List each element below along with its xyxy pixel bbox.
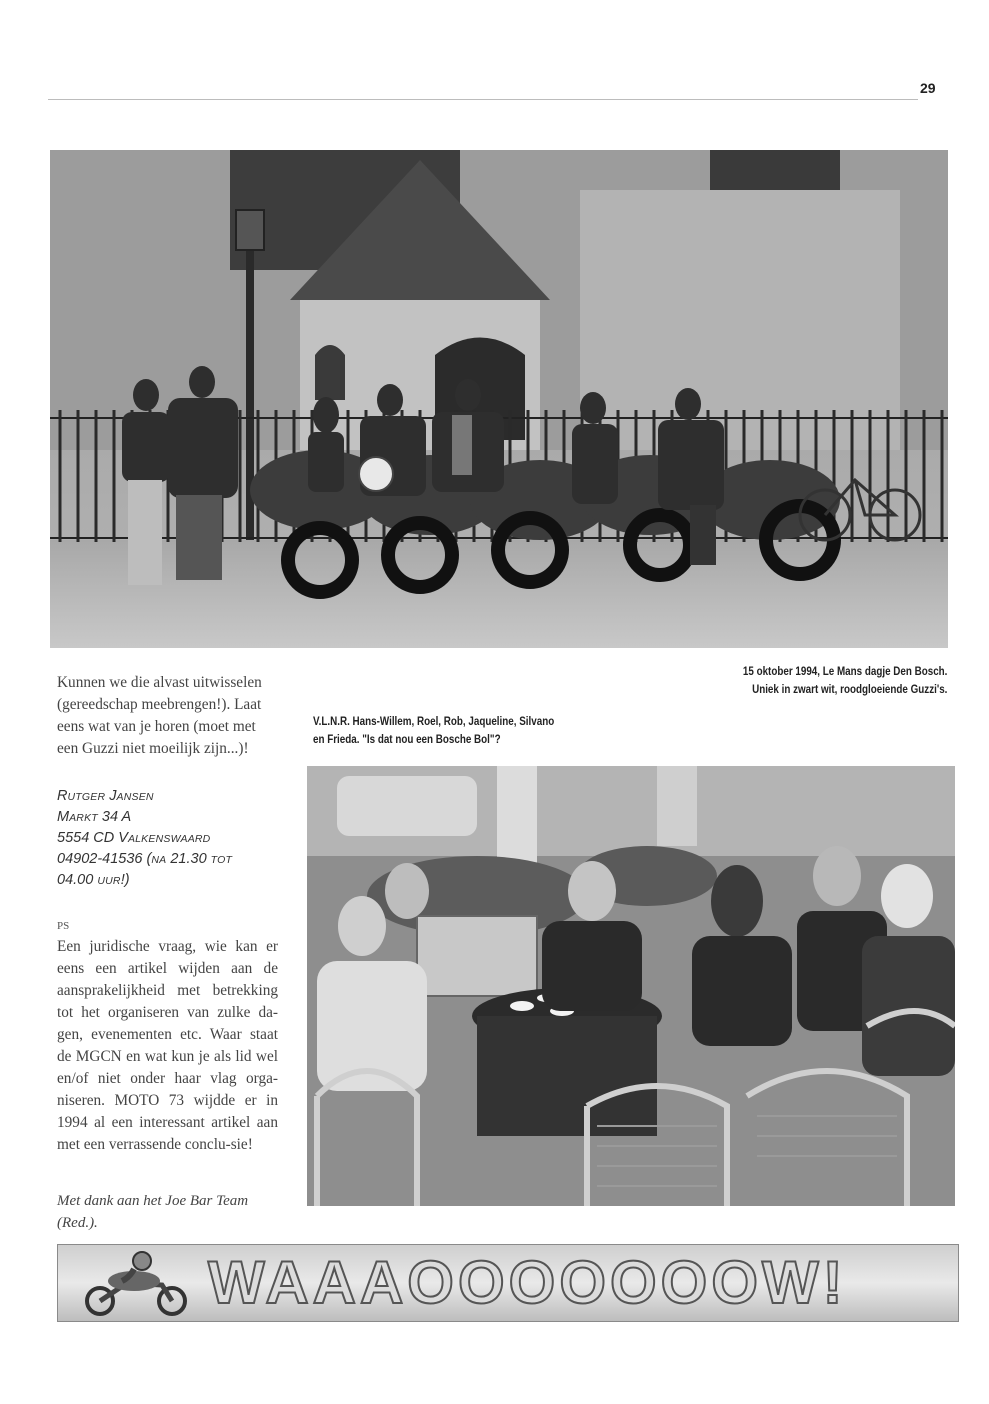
- banner-text: WAAAOOOOOOOW!: [208, 1249, 847, 1316]
- ps-paragraph: Een juridische vraag, wie kan er eens een artikel wijden aan de aansprakelijkheid met betrekking tot het organiseren van zulke da-gen, evenementen etc. Waar staat de MGCN en wat kun je als lid wel en/of niet onder haar vlag orga-niseren. MOTO 73 wijdde er in 1994 al een interessant artikel aan met een verrassende conclu-sie!: [57, 938, 278, 1153]
- intro-paragraph: Kunnen we die alvast uitwisselen (gereedschap meebrengen!). Laat eens wat van je horen (moet met een Guzzi niet moeilijk zijn...)!: [57, 674, 262, 757]
- header-rule: [48, 99, 918, 100]
- contact-name: RUTGER JANSEN: [57, 788, 154, 804]
- ps-label: PS: [57, 920, 70, 932]
- contact-postal-city: 5554 CD VALKENSWAARD: [57, 830, 211, 846]
- photo-motorcycles-church-image: [50, 150, 948, 648]
- contact-phone: 04902-41536 (NA 21.30 TOT: [57, 851, 233, 867]
- caption-names: V.L.N.R. Hans-Willem, Roel, Rob, Jaqueline, Silvano en Frieda. "Is dat nou een Bosche Bol"?: [313, 714, 555, 746]
- photo-motorcycles-church: [50, 150, 948, 648]
- page-number: 29: [920, 80, 936, 96]
- photo-terrace-group-image: [307, 766, 955, 1206]
- contact-address: [57, 786, 297, 891]
- contact-street: MARKT 34 A: [57, 809, 132, 825]
- caption-date: 15 oktober 1994, Le Mans dagje Den Bosch. Uniek in zwart wit, roodgloeiende Guzzi's.: [742, 664, 947, 696]
- waaaooow-banner: [57, 1244, 959, 1322]
- photo-terrace-group: [307, 766, 955, 1206]
- contact-hours: 04.00 UUR!): [57, 872, 130, 888]
- motorcycle-rider-icon: [72, 1249, 202, 1317]
- thanks-note: Met dank aan het Joe Bar Team (Red.).: [57, 1193, 249, 1231]
